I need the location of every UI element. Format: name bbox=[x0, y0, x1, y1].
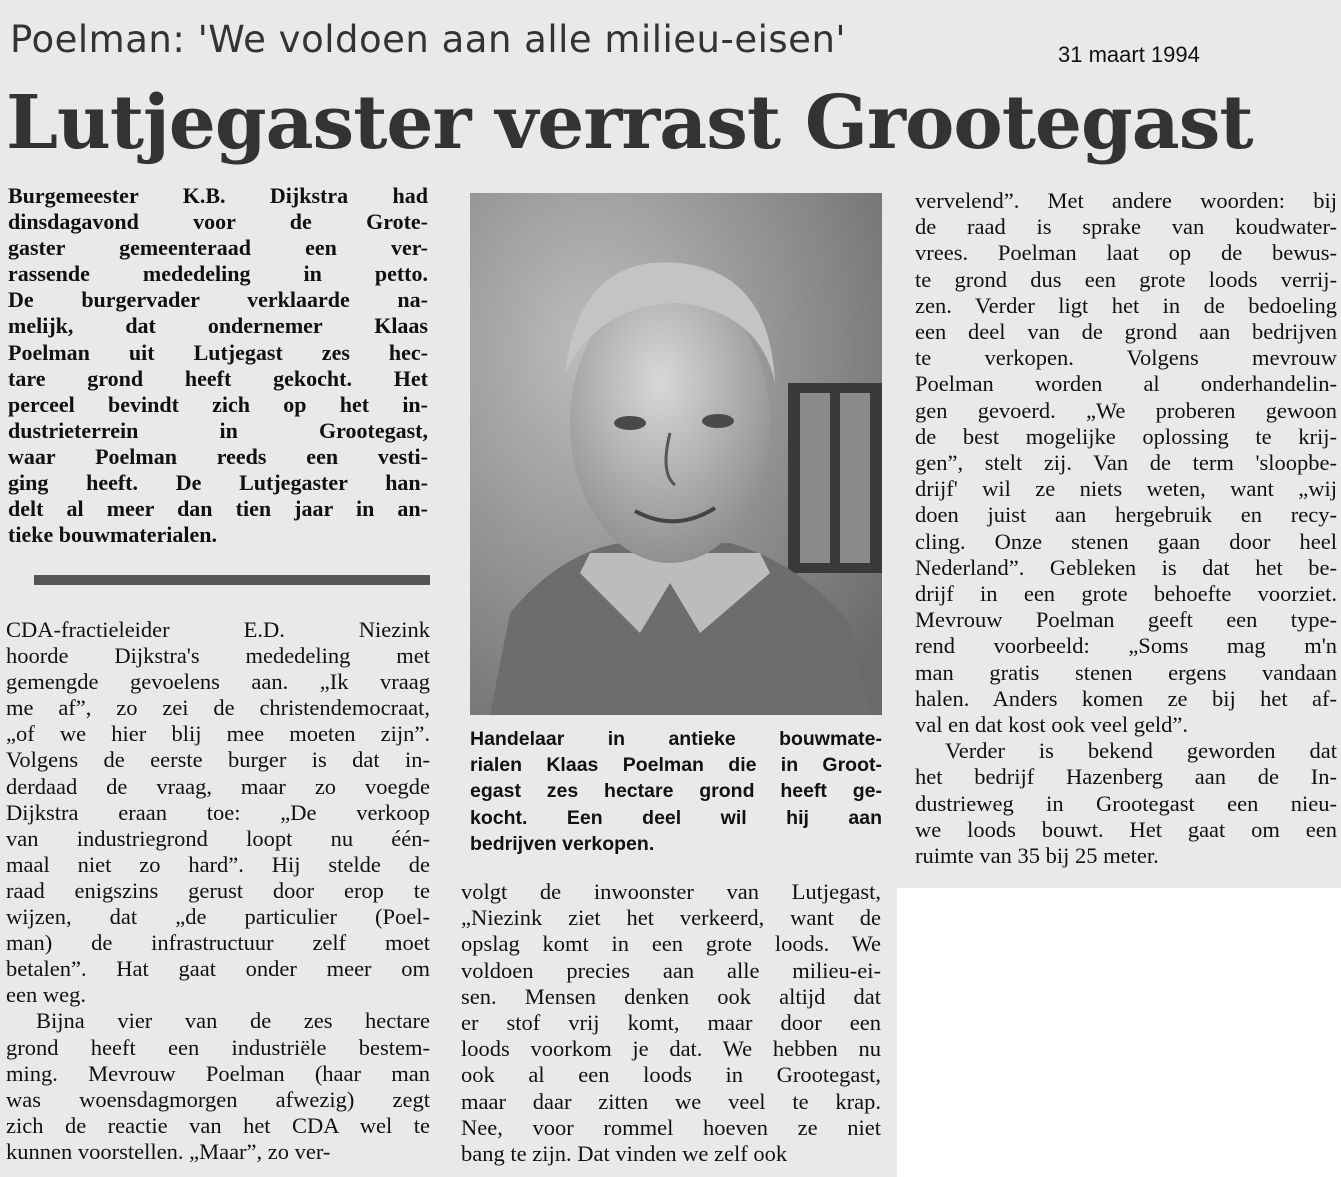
article-column-3 bbox=[915, 188, 1337, 869]
article-column-1 bbox=[6, 617, 430, 1165]
text-line: rend voorbeeld: „Soms mag m'n bbox=[915, 633, 1337, 659]
text-line: rassende mededeling in petto. bbox=[8, 261, 428, 287]
article-lead bbox=[8, 183, 428, 548]
text-line: CDA-fractieleider E.D. Niezink bbox=[6, 617, 430, 642]
text-line: de raad is sprake van koudwater- bbox=[915, 214, 1337, 240]
text-line: voldoen precies aan alle milieu-ei- bbox=[461, 957, 881, 983]
text-line: te grond dus een grote loods verrij- bbox=[915, 266, 1337, 292]
text-line: perceel bevindt zich op het in- bbox=[8, 391, 428, 417]
text-line: Bijna vier van de zes hectare bbox=[36, 1008, 430, 1034]
text-line: gaster gemeenteraad een ver- bbox=[8, 235, 428, 261]
text-line: van industriegrond loopt nu één- bbox=[6, 825, 430, 851]
text-line: tare grond heeft gekocht. Het bbox=[8, 365, 428, 391]
text-line: ruimte van 35 bij 25 meter. bbox=[915, 843, 1159, 869]
text-line: een weg. bbox=[6, 982, 86, 1008]
text-line: gen gevoerd. „We proberen gewoon bbox=[915, 397, 1337, 423]
text-line: Verder is bekend geworden dat bbox=[945, 738, 1337, 764]
text-line: „Niezink ziet het verkeerd, want de bbox=[461, 905, 881, 931]
text-line: Volgens de eerste burger is dat in- bbox=[6, 747, 430, 773]
text-line: doen juist aan hergebruik en recy- bbox=[915, 502, 1337, 528]
text-line: cling. Onze stenen gaan door heel bbox=[915, 528, 1337, 554]
text-line: sen. Mensen denken ook altijd dat bbox=[461, 983, 881, 1009]
text-line: man) de infrastructuur zelf moet bbox=[6, 930, 430, 956]
text-line: De burgervader verklaarde na- bbox=[8, 287, 428, 313]
text-line: rialen Klaas Poelman die in Groot- bbox=[470, 754, 882, 777]
text-line: dinsdagavond voor de Grote- bbox=[8, 209, 428, 235]
text-line: raad enigszins gerust door erop te bbox=[6, 877, 430, 903]
text-line: Nederland”. Gebleken is dat het be- bbox=[915, 554, 1337, 580]
text-line: bedrijven verkopen. bbox=[470, 832, 655, 855]
text-line: dustrieweg in Grootegast een nieu- bbox=[915, 790, 1337, 816]
text-line: man gratis stenen ergens vandaan bbox=[915, 659, 1337, 685]
text-line: Poelman uit Lutjegast zes hec- bbox=[8, 339, 428, 365]
text-line: dustrieterrein in Grootegast, bbox=[8, 417, 428, 443]
text-line: Mevrouw Poelman geeft een type- bbox=[915, 607, 1337, 633]
text-line: kocht. Een deel wil hij aan bbox=[470, 806, 882, 829]
text-line: zich de reactie van het CDA wel te bbox=[6, 1112, 430, 1138]
text-line: halen. Anders komen ze bij het af- bbox=[915, 685, 1337, 711]
text-line: tieke bouwmaterialen. bbox=[8, 522, 217, 548]
text-line: grond heeft een industriële bestem- bbox=[6, 1034, 430, 1060]
portrait-photo bbox=[470, 193, 882, 715]
article-column-2 bbox=[461, 879, 881, 1167]
text-line: maar daar zitten we veel te krap. bbox=[461, 1088, 881, 1114]
text-line: opslag komt in een grote loods. We bbox=[461, 931, 881, 957]
text-line: Dijkstra eraan toe: „De verkoop bbox=[6, 799, 430, 825]
text-line: ging heeft. De Lutjegaster han- bbox=[8, 470, 428, 496]
text-line: gemengde gevoelens aan. „Ik vraag bbox=[6, 669, 430, 695]
text-line: Burgemeester K.B. Dijkstra had bbox=[8, 183, 428, 208]
article-headline: Lutjegaster verrast Grootegast bbox=[6, 80, 1253, 166]
text-line: volgt de inwoonster van Lutjegast, bbox=[461, 879, 881, 904]
text-line: waar Poelman reeds een vesti- bbox=[8, 443, 428, 469]
text-line: er stof vrij komt, maar door een bbox=[461, 1010, 881, 1036]
text-line: een deel van de grond aan bedrijven bbox=[915, 319, 1337, 345]
text-line: betalen”. Hat gaat onder meer om bbox=[6, 956, 430, 982]
text-line: egast zes hectare grond heeft ge- bbox=[470, 780, 882, 803]
photo-caption bbox=[470, 726, 882, 857]
section-divider bbox=[34, 575, 430, 585]
text-line: bang te zijn. Dat vinden we zelf ook bbox=[461, 1141, 788, 1167]
text-line: me af”, zo zei de christendemocraat, bbox=[6, 695, 430, 721]
text-line: vervelend”. Met andere woorden: bij bbox=[915, 188, 1337, 213]
text-line: kunnen voorstellen. „Maar”, zo ver- bbox=[6, 1138, 331, 1164]
text-line: te verkopen. Volgens mevrouw bbox=[915, 345, 1337, 371]
text-line: de best mogelijke oplossing te krij- bbox=[915, 423, 1337, 449]
text-line: zen. Verder ligt het in de bedoeling bbox=[915, 292, 1337, 318]
text-line: Poelman worden al onderhandelin- bbox=[915, 371, 1337, 397]
text-line: ming. Mevrouw Poelman (haar man bbox=[6, 1060, 430, 1086]
text-line: we loods bouwt. Het gaat om een bbox=[915, 816, 1337, 842]
text-line: wijzen, dat „de particulier (Poel- bbox=[6, 904, 430, 930]
text-line: „of we hier blij mee moeten zijn”. bbox=[6, 721, 430, 747]
text-line: het bedrijf Hazenberg aan de In- bbox=[915, 764, 1337, 790]
article-kicker: Poelman: 'We voldoen aan alle milieu-eisen' bbox=[10, 18, 847, 61]
text-line: delt al meer dan tien jaar in an- bbox=[8, 496, 428, 522]
text-line: Handelaar in antieke bouwmate- bbox=[470, 728, 882, 750]
text-line: gen”, stelt zij. Van de term 'sloopbe- bbox=[915, 450, 1337, 476]
text-line: derdaad de vraag, maar zo voegde bbox=[6, 773, 430, 799]
text-line: ook al een loods in Grootegast, bbox=[461, 1062, 881, 1088]
text-line: vrees. Poelman laat op de bewus- bbox=[915, 240, 1337, 266]
text-line: melijk, dat ondernemer Klaas bbox=[8, 313, 428, 339]
text-line: maal niet zo hard”. Hij stelde de bbox=[6, 851, 430, 877]
text-line: was woensdagmorgen afwezig) zegt bbox=[6, 1086, 430, 1112]
text-line: hoorde Dijkstra's mededeling met bbox=[6, 643, 430, 669]
text-line: drijf' wil ze niets weten, want „wij bbox=[915, 476, 1337, 502]
text-line: Nee, voor rommel hoeven ze niet bbox=[461, 1114, 881, 1140]
text-line: val en dat kost ook veel geld”. bbox=[915, 712, 1189, 738]
text-line: loods voorkom je dat. We hebben nu bbox=[461, 1036, 881, 1062]
text-line: drijf in een grote behoefte voorziet. bbox=[915, 581, 1337, 607]
portrait-photo-icon bbox=[470, 193, 882, 715]
article-date: 31 maart 1994 bbox=[1058, 42, 1200, 67]
